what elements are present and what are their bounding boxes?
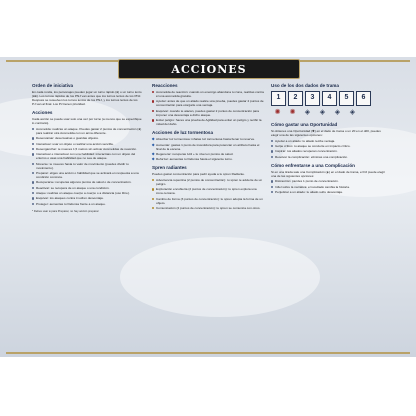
reaction-item: Esquivar: cuando te atacan, puedes gastar 2 puntos de concentración para imponer una desventaja a dicho ataque.	[152, 109, 264, 117]
die-face: 6	[356, 91, 371, 106]
heading-spend-opportunity: Cómo gastar una Oportunidad	[271, 122, 338, 127]
spren-item: Comunicación (2 puntos de concentración): tu spren se comunica con otros.	[152, 206, 264, 210]
action-item: Acometida: realizas un ataque. Puedes gastar 2 puntos de concentración (●) para realizar otra Acometida con un arma diferente.	[32, 127, 142, 135]
complication-intro: Si en una tirada sale una Complicación (◈) en el dado de trama, el DJ puede elegir una de las siguientes opciones:	[271, 169, 385, 178]
opportunity-icon: ✺	[289, 109, 296, 116]
reaction-item: Evitar peligro: haces una prueba de Agilidad para evitar un peligro y recibir la mitad del daño.	[152, 118, 264, 126]
stormlight-item: Absorber luz tormentosa: inhalas luz tormentosa hasta llenar tu reserva.	[152, 137, 264, 141]
column-initiative	[32, 83, 142, 213]
complication-icon: ◈	[349, 109, 356, 116]
spren-item: Advertencia repentina (2 puntos de concentración): tu spren te advierte de un peligro.	[152, 178, 264, 186]
opportunity-intro: Si obtienes una Oportunidad (✺) en el dado de trama o un 20 en el d20, puedes elegir una de las siguientes opciones:	[271, 129, 381, 138]
complication-icon: ◈	[334, 109, 341, 116]
opportunity-item: Resolver la complicación: eliminas una complicación.	[271, 155, 389, 159]
die-face: 3	[305, 91, 320, 106]
complication-item: Perjudicar a un aliado: tu aliado sufre desventaja.	[271, 190, 389, 194]
action-item: Reactivar: se recupera de un ataque o una condición.	[32, 186, 142, 190]
action-item: Interactuar e interactuar con una habilidad: interactúas con un objeto del entorno o usas una habilidad que no sea de ataque.	[32, 152, 142, 160]
opportunity-item: Inspirar: tus aliados recuperan concentración.	[271, 149, 389, 153]
stormlight-item: Reforzar: aumentas tu Defensa hasta el siguiente turno.	[152, 157, 264, 161]
action-item: Interactuar: usar un objeto o realizar una acción sencilla.	[32, 142, 142, 146]
heading-initiative: Orden de iniciativa	[32, 83, 74, 88]
die-face: 5	[339, 91, 354, 106]
spren-item: Cambio de forma (3 puntos de concentración): tu spren adopta la forma de un objeto.	[152, 197, 264, 205]
action-item: Desenganchar: te mueves 1,5 metros sin activar Acometidas de reacción.	[32, 147, 142, 151]
action-item: Preparar: eliges una acción o habilidad que se activará en respuesta a una condición concreta.	[32, 171, 142, 179]
footnote: * Debes usar ● para Preparar, no hay acción preparar	[32, 208, 99, 213]
column-plot-dice	[271, 83, 389, 195]
initiative-text: En cada ronda, los personajes pueden jugar un turno rápido (●) o un turno lento (●●). Los turnos rápidos de los PNJ van antes que los turnos lentos de los PNJ. Después se resuelven los turnos lentos de los PNJ, y los turnos lentos de los PJ van al final. Los PJ tienen prioridad.	[32, 90, 142, 107]
action-item: Moverse: te mueves hasta tu valor de movimiento (puedes dividir tu movimiento).	[32, 162, 142, 170]
die-face: 1	[271, 91, 286, 106]
heading-stormlight-actions: Acciones de luz tormentosa	[152, 130, 214, 136]
plot-dice-symbols	[271, 108, 389, 118]
stormlight-item: Aumentar: gastas 1 punto de investidura para potenciar un atributo hasta el final de la escena.	[152, 143, 264, 151]
heading-radiant-spren: Spren radiantes	[152, 165, 187, 171]
reaction-item: Acometida de reacción: cuando un enemigo abandona tu zona, realizas contra él una acometida gratuita.	[152, 90, 264, 98]
action-item: Desenvainar: desenvainas o guardas objetos.	[32, 136, 142, 140]
stormlight-item: Regenerar: recuperas 1d4 + tu nivel en puntos de salud.	[152, 152, 264, 156]
spren-intro: Puedes gastar concentración para pedir ayuda a tu spren Radiante.	[152, 172, 245, 177]
action-item: Esquivar: los ataques contra ti sufren desventaja.	[32, 196, 142, 200]
opportunity-icon: ✺	[274, 109, 281, 116]
reaction-item: Ayudar: antes de que un aliado realice una prueba, puedes gastar 2 puntos de concentración para otorgarle una ventaja.	[152, 99, 264, 107]
reference-sheet	[0, 57, 416, 357]
complication-icon: ◈	[319, 109, 326, 116]
heading-plot-dice: Uso de los dos dados de trama	[271, 83, 339, 88]
opportunity-item: Golpe crítico: tu ataque se convierte en impacto crítico.	[271, 144, 389, 148]
die-face: 4	[322, 91, 337, 106]
opportunity-item: Ayudar a un aliado: tu aliado recibe ventaja.	[271, 139, 389, 143]
complication-icon: ◈	[304, 109, 311, 116]
title-banner	[118, 59, 300, 79]
heading-actions: Acciones	[32, 110, 53, 116]
action-item: Proteger: aumentas tu Defensa frente a un ataque.	[32, 202, 142, 206]
bottom-border	[6, 352, 410, 354]
cloud-decoration	[120, 237, 320, 317]
plot-dice-faces	[271, 91, 389, 106]
column-reactions	[152, 83, 264, 211]
complication-item: Infiel sobre la narrativa: el resultado cambia la historia.	[271, 185, 389, 189]
action-item: Ataque: realizas un ataque cuerpo a cuerpo o a distancia (uso libre).	[32, 191, 142, 195]
spren-item: Exploración encubierta (2 puntos de concentración): tu spren explora una zona cercana.	[152, 187, 264, 195]
die-face: 2	[288, 91, 303, 106]
heading-complication: Cómo enfrentarse a una Complicación	[271, 162, 355, 168]
page-title: ACCIONES	[171, 63, 247, 76]
complication-item: Distracción: pierdes 1 punto de concentración.	[271, 179, 389, 183]
actions-intro: Cada acción se puede usar solo una vez por turno (a menos que se especifique lo contrario).	[32, 117, 142, 126]
heading-reactions: Reacciones	[152, 83, 178, 88]
action-item: Recuperarse: recuperas algunos puntos de salud o de concentración.	[32, 180, 142, 184]
